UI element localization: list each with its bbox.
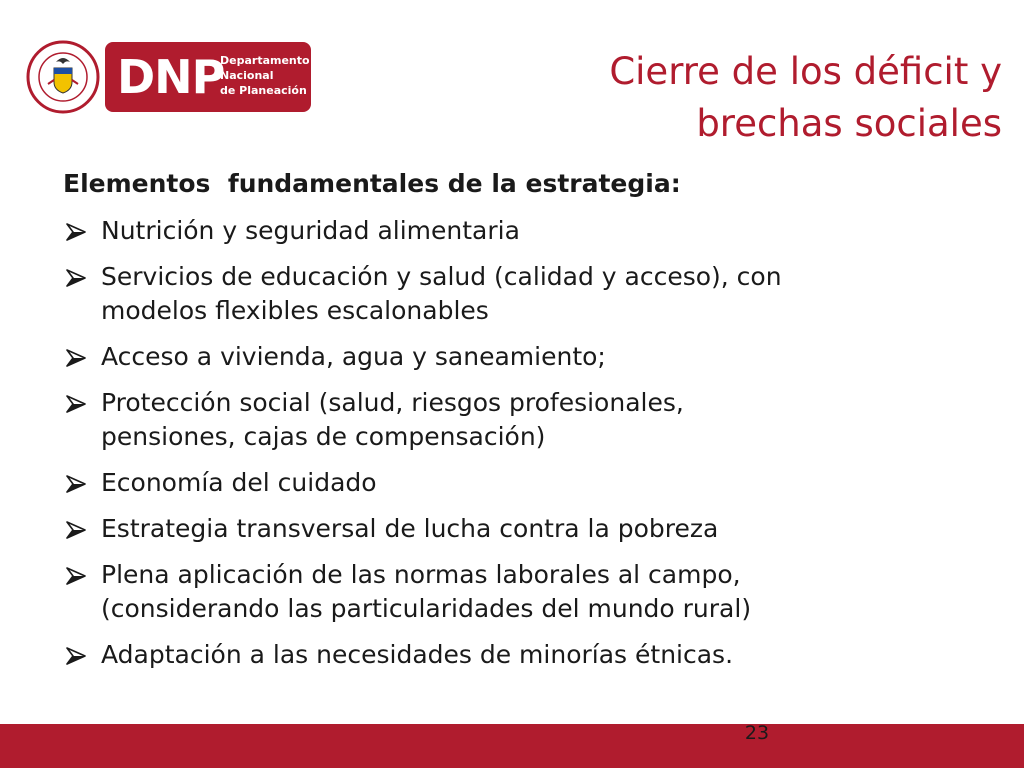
colombia-seal-icon: [26, 40, 100, 114]
section-heading: Elementos fundamentales de la estrategia:: [63, 169, 681, 198]
bullet-text-line: (considerando las particularidades del mundo rural): [101, 594, 752, 623]
arrowhead-bullet-icon: [65, 521, 87, 539]
footer-bar: [0, 724, 1024, 768]
dnp-brand-box: [105, 42, 311, 112]
bullet-item: [63, 638, 963, 672]
bullet-text-line: Economía del cuidado: [101, 468, 377, 497]
bullet-item: [63, 558, 963, 626]
bullet-item: [63, 340, 963, 374]
bullet-text-line: Servicios de educación y salud (calidad y acceso), con: [101, 262, 782, 291]
slide-body: [63, 166, 963, 684]
dnp-subtitle-line: Departamento: [220, 54, 310, 67]
slide-title-line: brechas sociales: [696, 102, 1002, 145]
slide-title: [442, 46, 1002, 150]
arrowhead-bullet-icon: [65, 395, 87, 413]
arrowhead-bullet-icon: [65, 567, 87, 585]
bullet-item: [63, 260, 963, 328]
bullet-item: [63, 214, 963, 248]
bullet-text-line: Adaptación a las necesidades de minorías étnicas.: [101, 640, 734, 669]
bullet-text-line: Plena aplicación de las normas laborales al campo,: [101, 560, 741, 589]
dnp-subtitle: [220, 53, 308, 98]
dnp-logo: [26, 40, 316, 114]
page-number: 23: [744, 722, 770, 744]
bullet-text-line: Estrategia transversal de lucha contra la pobreza: [101, 514, 719, 543]
slide-title-line: Cierre de los déficit y: [609, 50, 1002, 93]
dnp-subtitle-line: Nacional: [220, 69, 274, 82]
bullet-text-line: Acceso a vivienda, agua y saneamiento;: [101, 342, 606, 371]
arrowhead-bullet-icon: [65, 475, 87, 493]
arrowhead-bullet-icon: [65, 647, 87, 665]
bullet-item: [63, 466, 963, 500]
bullet-text-line: Protección social (salud, riesgos profesionales,: [101, 388, 684, 417]
dnp-brand-text: DNP: [117, 50, 225, 104]
dnp-subtitle-line: de Planeación: [220, 84, 307, 97]
arrowhead-bullet-icon: [65, 223, 87, 241]
arrowhead-bullet-icon: [65, 349, 87, 367]
bullet-text-line: pensiones, cajas de compensación): [101, 422, 546, 451]
bullet-text-line: Nutrición y seguridad alimentaria: [101, 216, 520, 245]
arrowhead-bullet-icon: [65, 269, 87, 287]
bullet-item: [63, 386, 963, 454]
bullet-item: [63, 512, 963, 546]
bullet-list: [63, 214, 963, 672]
bullet-text-line: modelos flexibles escalonables: [101, 296, 489, 325]
